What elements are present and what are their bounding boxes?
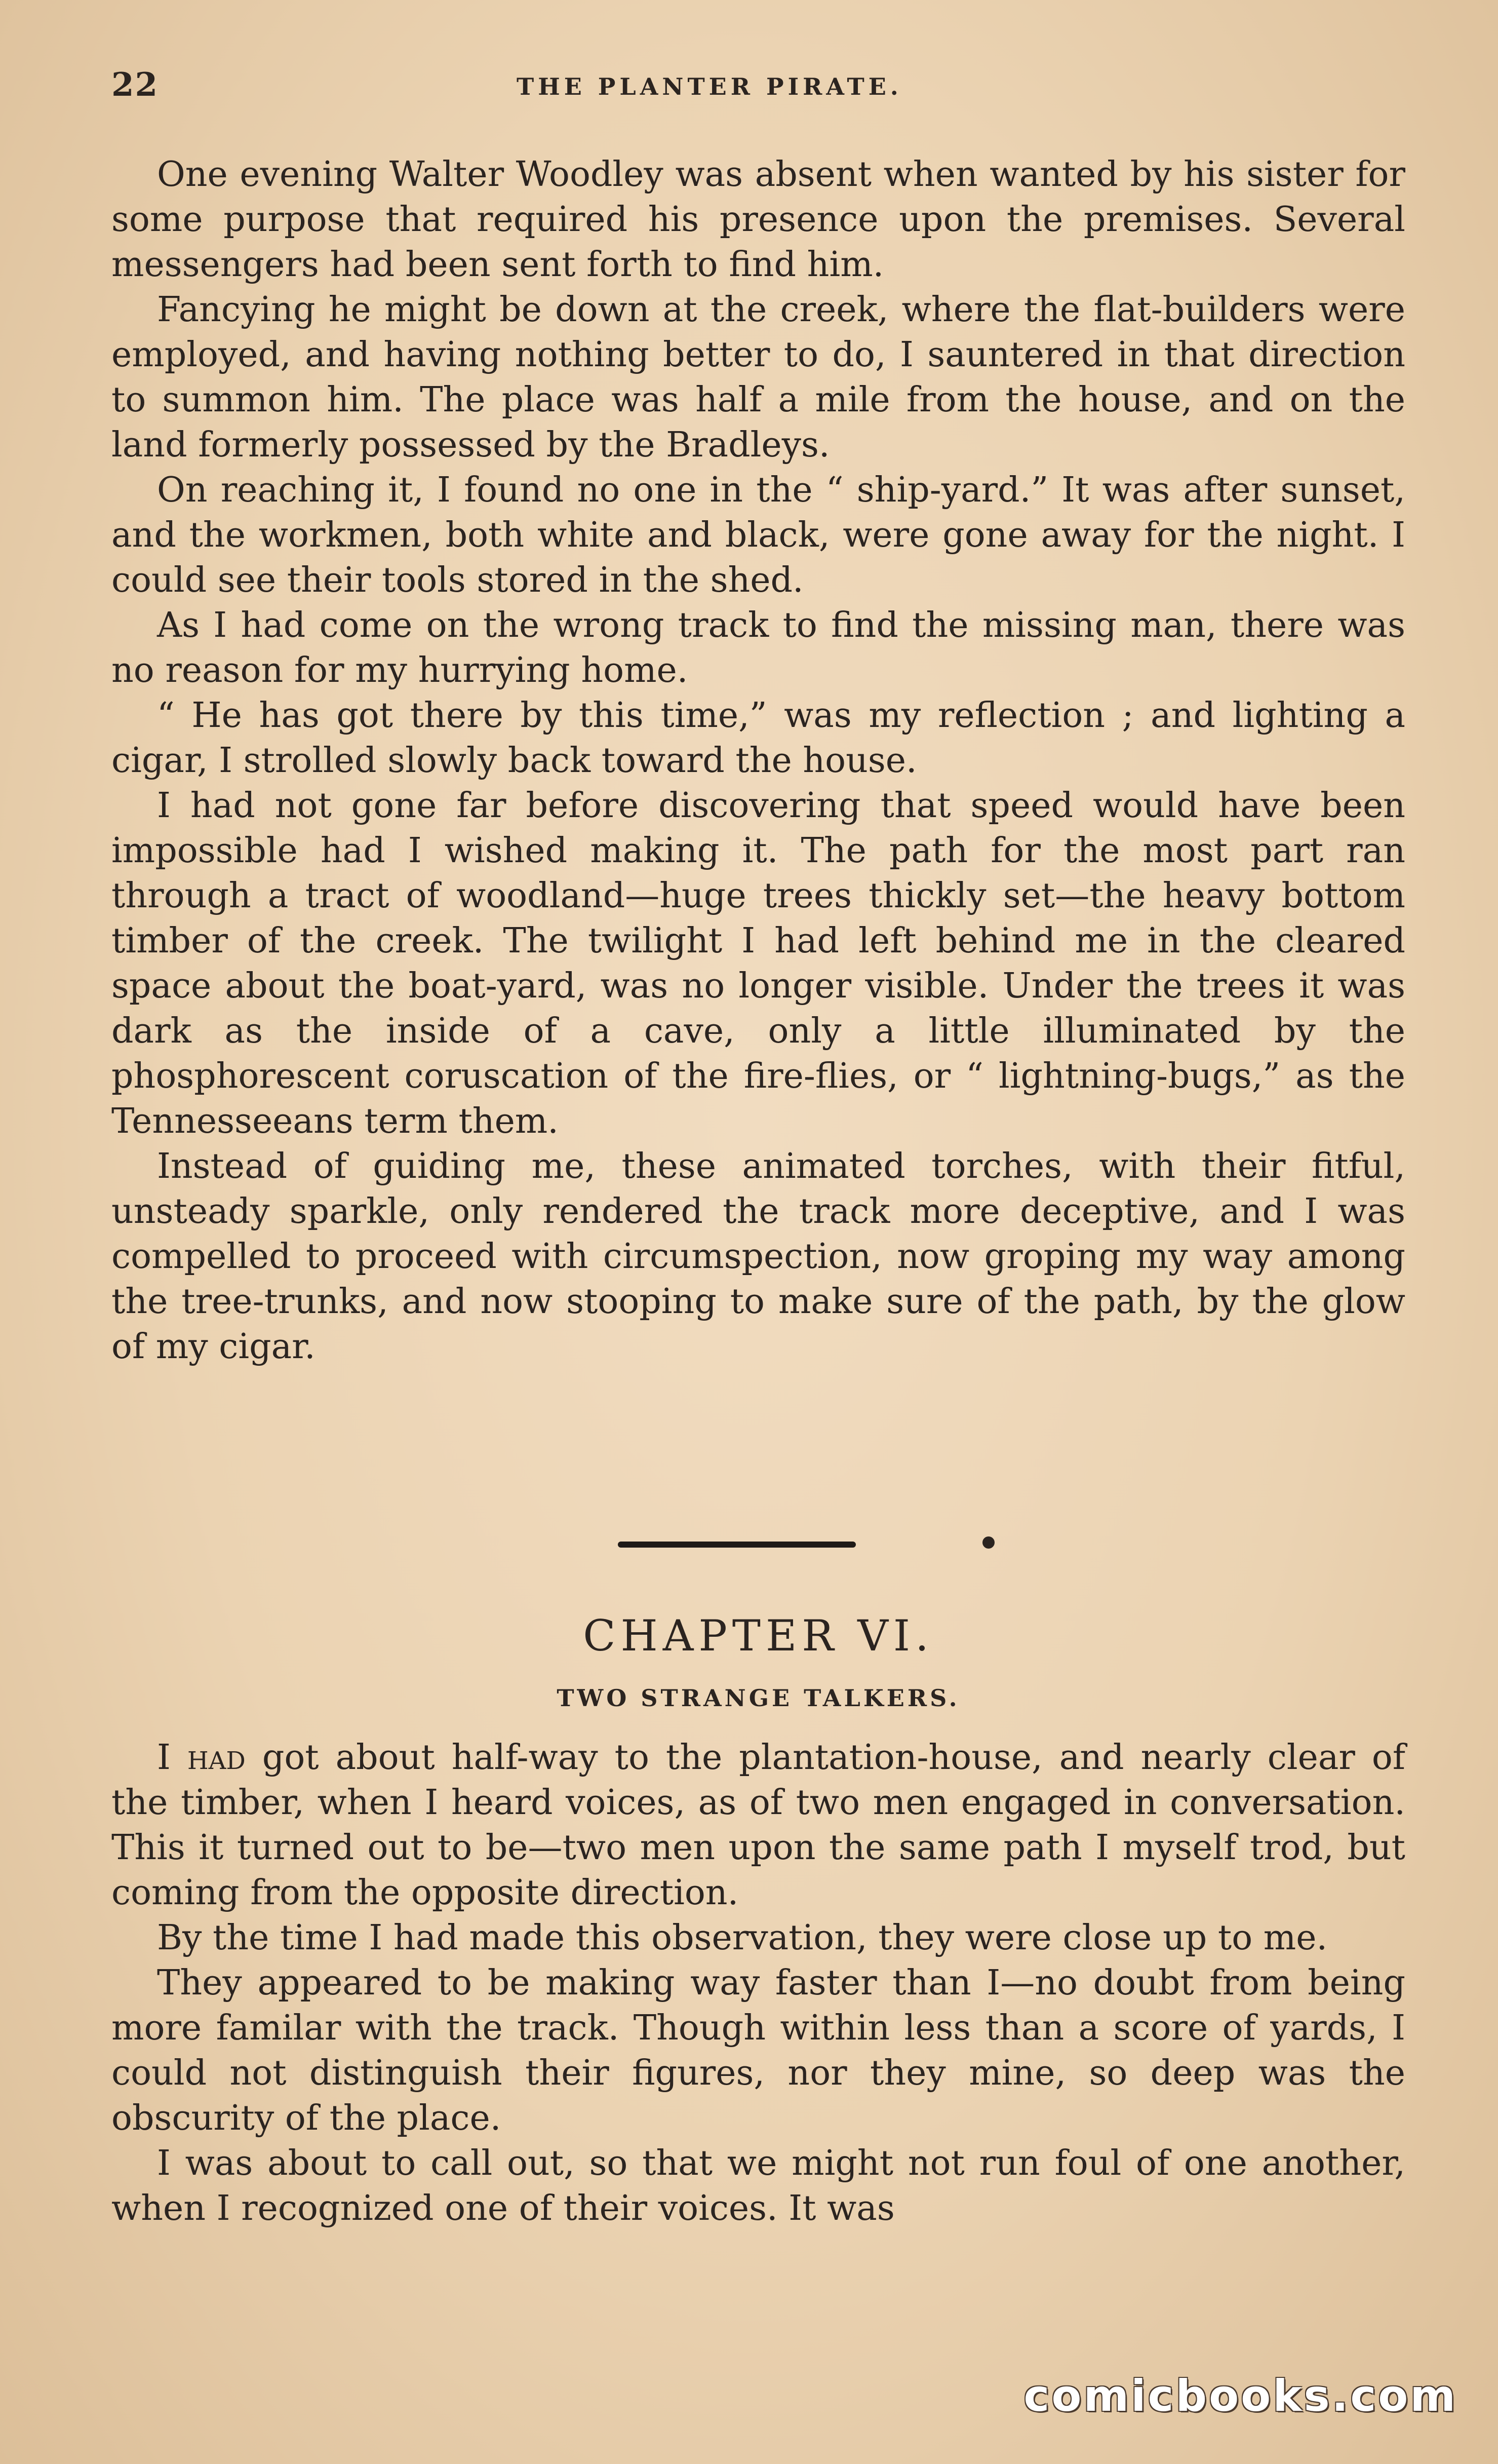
ornament-dot [982, 1536, 995, 1549]
body-text-top [111, 152, 1405, 1369]
opening-paragraph-text: got about half-way to the plantation-house, and nearly clear of the timber, when I heard voices, as of two men engaged in conversation. This it turned out to be—two men upon the same path I myself trod, but coming from the opposite direction. [111, 1738, 1405, 1913]
paragraph: On reaching it, I found no one in the “ ship-yard.” It was after sunset, and the workmen, both white and black, were gone away for the night. I could see their tools stored in the shed. [111, 470, 1405, 600]
paragraph: I was about to call out, so that we might not run foul of one another, when I recognized one of their voices. It was [111, 2143, 1405, 2228]
paragraph: By the time I had made this observation, they were close up to me. [157, 1918, 1328, 1958]
body-text-bottom [111, 1735, 1405, 2231]
chapter-heading: CHAPTER VI. [583, 1611, 934, 1661]
ornament-rule [618, 1542, 856, 1548]
page-number: 22 [111, 66, 159, 104]
opening-words: I had [157, 1738, 246, 1778]
paragraph: They appeared to be making way faster than I—no doubt from being more familar with the track. Though within less than a score of yards, I could not distinguish their figures, nor they mine, so deep was the obscurity of the place. [111, 1963, 1405, 2138]
running-head [111, 66, 1408, 106]
chapter-subtitle: TWO STRANGE TALKERS. [557, 1684, 960, 1712]
paragraph [111, 1735, 1405, 1915]
watermark: comicbooks.com [1023, 2371, 1457, 2421]
running-title: THE PLANTER PIRATE. [517, 73, 902, 100]
section-ornament [598, 1532, 912, 1553]
paragraph: Fancying he might be down at the creek, where the flat-builders were employed, and having nothing better to do, I sauntered in that direction to summon him. The place was half a mile from the house, and on the land formerly possessed by the Bradleys. [111, 290, 1405, 465]
paragraph: “ He has got there by this time,” was my reflection ; and lighting a cigar, I strolled slowly back toward the house. [111, 696, 1405, 781]
paragraph: Instead of guiding me, these animated torches, with their fitful, unsteady sparkle, only rendered the track more deceptive, and I was compelled to proceed with circumspection, now groping my way among the tree-trunks, and now stooping to make sure of the path, by the glow of my cigar. [111, 1146, 1405, 1367]
paragraph: One evening Walter Woodley was absent when wanted by his sister for some purpose that required his presence upon the premises. Several messengers had been sent forth to find him. [111, 155, 1405, 285]
paragraph: As I had come on the wrong track to find the missing man, there was no reason for my hurrying home. [111, 605, 1405, 690]
paragraph: I had not gone far before discovering that speed would have been impossible had I wished making it. The path for the most part ran through a tract of woodland—huge trees thickly set—the heavy bottom timber of the creek. The twilight I had left behind me in the cleared space about the boat-yard, was no longer visible. Under the trees it was dark as the inside of a cave, only a little illuminated by the phosphorescent coruscation of the fire-flies, or “ lightning-bugs,” as the Tennesseeans term them. [111, 786, 1405, 1141]
